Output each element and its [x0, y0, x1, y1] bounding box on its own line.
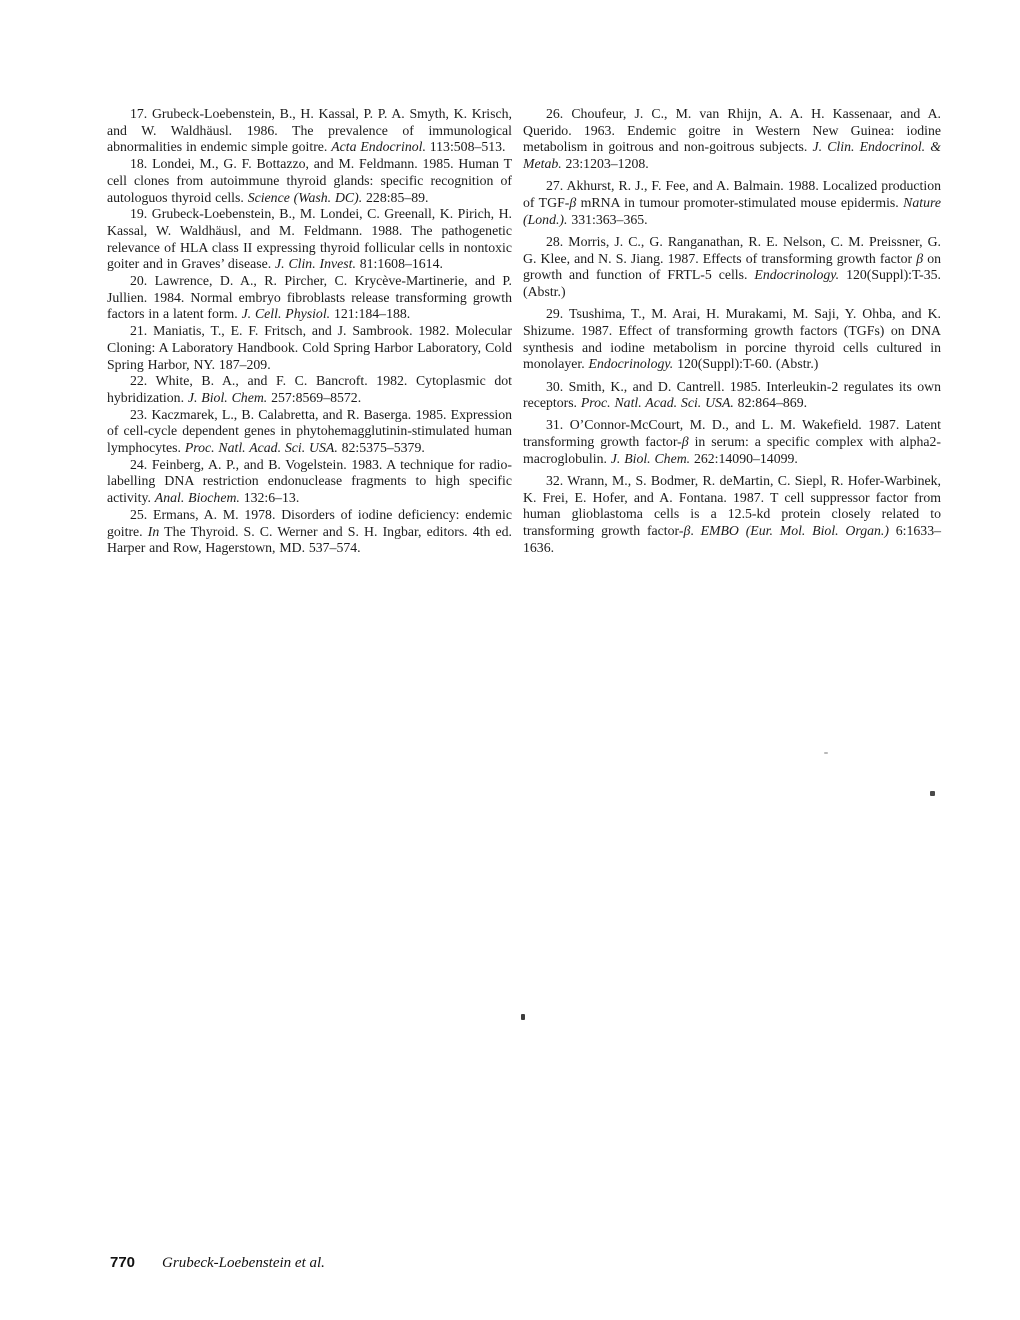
reference-text: 20. Lawrence, D. A., R. Pircher, C. Krycève-Martinerie, and P. Jullien. 1984. Normal embryo fibroblasts release transforming growth factors in a latent form. — [107, 273, 512, 322]
reference-entry — [107, 457, 512, 507]
reference-italic-text: β — [916, 250, 924, 266]
reference-text: 21. Maniatis, T., E. F. Fritsch, and J. Sambrook. 1982. Molecular Cloning: A Laboratory Handbook. Cold Spring Harbor Laboratory, Cold Spring Harbor, NY. 187–209. — [107, 323, 512, 372]
reference-text: 22. White, B. A., and F. C. Bancroft. 1982. Cytoplasmic dot hybridization. — [107, 373, 512, 405]
reference-italic-text: Proc. Natl. Acad. Sci. USA. — [184, 440, 338, 456]
reference-text: 27. Akhurst, R. J., F. Fee, and A. Balmain. 1988. Localized production of TGF- — [523, 178, 941, 211]
reference-italic-text: Proc. Natl. Acad. Sci. USA. — [580, 395, 734, 411]
reference-text: . — [690, 523, 701, 539]
reference-text: 120(Suppl):T-60. (Abstr.) — [673, 356, 819, 372]
reference-text: 29. Tsushima, T., M. Arai, H. Murakami, M. Saji, Y. Ohba, and K. Shizume. 1987. Effect of transforming growth factors (TGFs) on DNA synthesis and iodine metabolism in porcine thyroid cells cultured in monolayer. — [523, 306, 941, 372]
reference-italic-text: J. Biol. Chem. — [610, 450, 691, 466]
reference-text: mRNA in tumour promoter-stimulated mouse epidermis. — [576, 195, 904, 211]
scan-speck — [521, 1014, 525, 1020]
reference-entry — [523, 234, 941, 301]
reference-italic-text: J. Clin. Endocrinol. & Metab. — [523, 139, 941, 172]
references-column-left — [107, 106, 512, 557]
reference-text: 121:184–188. — [330, 306, 411, 322]
reference-text: 19. Grubeck-Loebenstein, B., M. Londei, C. Greenall, K. Pirich, H. Kassal, W. Waldhäusl, and M. Feldmann. 1988. The pathogenetic relevance of HLA class II expressing thyroid follicular cells in nontoxic goiter and in Graves’ disease. — [107, 206, 512, 272]
reference-italic-text: β — [681, 434, 689, 450]
reference-italic-text: J. Biol. Chem. — [187, 389, 268, 405]
reference-entry — [523, 473, 941, 557]
running-title: Grubeck-Loebenstein et al. — [162, 1255, 325, 1271]
reference-text: in serum: a specific complex with alpha2-macroglobulin. — [523, 434, 941, 466]
reference-italic-text: Science (Wash. DC). — [247, 189, 363, 205]
reference-text: 120(Suppl):T-35. (Abstr.) — [523, 267, 941, 300]
reference-entry — [107, 407, 512, 457]
reference-text: 24. Feinberg, A. P., and B. Vogelstein. 1983. A technique for radio-labelling DNA restriction endonuclease fragments to high specific activity. — [107, 456, 512, 506]
scan-speck — [930, 791, 935, 796]
reference-entry — [107, 273, 512, 323]
reference-entry — [107, 106, 512, 156]
reference-italic-text: EMBO (Eur. Mol. Biol. Organ.) — [700, 523, 889, 539]
reference-italic-text: β — [683, 523, 691, 539]
reference-text: 6:1633–1636. — [523, 523, 941, 555]
reference-text: 28. Morris, J. C., G. Ranganathan, R. E. Nelson, C. M. Preissner, G. G. Klee, and N. S. Jiang. 1987. Effects of transforming growth factor — [523, 233, 941, 266]
reference-entry — [107, 206, 512, 273]
reference-entry — [523, 306, 941, 373]
reference-text: 331:363–365. — [567, 211, 648, 227]
reference-text: 82:864–869. — [733, 395, 808, 411]
reference-text: 17. Grubeck-Loebenstein, B., H. Kassal, P. P. A. Smyth, K. Krisch, and W. Waldhäusl. 1986. The prevalence of immunological abnormalities in endemic simple goitre. — [107, 106, 512, 155]
reference-text: 262:14090–14099. — [690, 450, 798, 466]
reference-text: 257:8569–8572. — [267, 389, 362, 405]
reference-text: 132:6–13. — [239, 490, 300, 506]
reference-italic-text: Nature (Lond.). — [523, 195, 941, 227]
reference-entry — [107, 373, 512, 406]
references-column-right — [523, 106, 941, 557]
reference-italic-text: Endocrinology. — [754, 267, 840, 283]
reference-text: 23:1203–1208. — [561, 156, 649, 172]
reference-text: 113:508–513. — [425, 139, 506, 155]
reference-italic-text: Anal. Biochem. — [154, 490, 240, 506]
references-section — [107, 106, 943, 557]
reference-entry — [107, 507, 512, 557]
reference-text: 32. Wrann, M., S. Bodmer, R. deMartin, C. Siepl, R. Hofer-Warbinek, K. Frei, E. Hofer, and A. Fontana. 1987. T cell suppressor factor from human glioblastoma cells is a 12.5-kd protein closely related to transforming growth factor- — [523, 473, 941, 539]
reference-text: 26. Choufeur, J. C., M. van Rhijn, A. A. H. Kassenaar, and A. Querido. 1963. Endemic goitre in Western New Guinea: iodine metabolism in goitrous and non-goitrous subjects. — [523, 106, 941, 155]
scan-speck — [824, 752, 828, 754]
reference-entry — [107, 323, 512, 373]
reference-italic-text: J. Cell. Physiol. — [241, 306, 331, 322]
reference-text: 228:85–89. — [362, 189, 429, 205]
reference-text: The Thyroid. S. C. Werner and S. H. Ingbar, editors. 4th ed. Harper and Row, Hagerstown, MD. 537–574. — [107, 523, 513, 556]
reference-italic-text: β — [569, 195, 577, 211]
reference-text: on growth and function of FRTL-5 cells. — [523, 250, 941, 283]
reference-entry — [523, 417, 941, 467]
reference-text: 25. Ermans, A. M. 1978. Disorders of iodine deficiency: endemic goitre. — [107, 506, 512, 539]
reference-italic-text: J. Clin. Invest. — [275, 256, 356, 272]
reference-italic-text: Endocrinology. — [588, 356, 674, 372]
reference-text: 82:5375–5379. — [337, 440, 425, 456]
page-footer — [110, 1254, 810, 1272]
reference-text: 23. Kaczmarek, L., B. Calabretta, and R. Baserga. 1985. Expression of cell-cycle dependent genes in phytohemagglutinin-stimulated human lymphocytes. — [107, 406, 512, 456]
reference-entry — [107, 156, 512, 206]
reference-entry — [523, 106, 941, 173]
reference-entry — [523, 379, 941, 412]
page-number: 770 — [110, 1254, 136, 1271]
reference-entry — [523, 178, 941, 228]
reference-text: 81:1608–1614. — [355, 256, 443, 272]
reference-text: 31. O’Connor-McCourt, M. D., and L. M. Wakefield. 1987. Latent transforming growth factor- — [523, 417, 941, 450]
reference-italic-text: Acta Endocrinol. — [331, 139, 426, 155]
reference-text: 30. Smith, K., and D. Cantrell. 1985. Interleukin-2 regulates its own receptors. — [523, 378, 941, 411]
reference-italic-text: In — [147, 523, 160, 539]
reference-text: 18. Londei, M., G. F. Bottazzo, and M. Feldmann. 1985. Human T cell clones from autoimmune thyroid glands: specific recognition of autologuos thyroid cells. — [107, 156, 512, 205]
